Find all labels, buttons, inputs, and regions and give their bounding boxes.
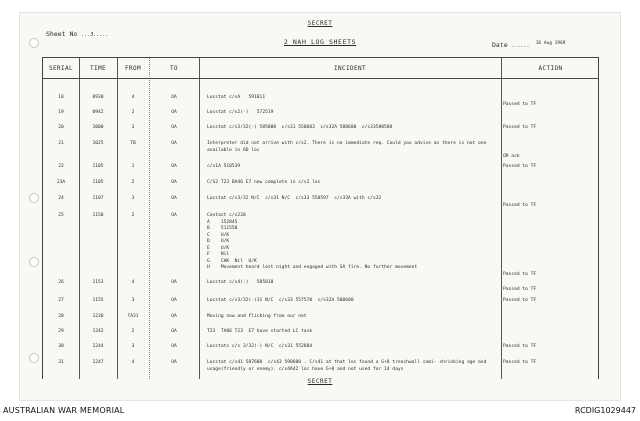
cell-to: OA [171, 164, 177, 169]
cell-time: 1107 [92, 196, 104, 201]
cell-from: 2 [131, 180, 135, 185]
action-line [503, 110, 595, 117]
cell-to: OA [171, 110, 177, 115]
action-line: Passed to TF [503, 202, 537, 208]
cell-action [503, 141, 595, 161]
action-line [503, 314, 595, 321]
action-line: Passed to TF [503, 271, 537, 277]
cell-action [503, 110, 595, 117]
incident-line: Locstats c/s 3/32(-) N/C c/s31 552804 [207, 344, 313, 349]
cell-to: OA [171, 298, 177, 303]
action-line: Passed to TF [503, 298, 537, 303]
log-table [42, 57, 599, 379]
cell-from: TB [130, 141, 136, 146]
incident-line: Locstat c/s41 587608 c/s43 590600 . C/s41 at that loc found a G+8 trenchwall semi- shrinking age and [207, 360, 487, 365]
archive-source: AUSTRALIAN WAR MEMORIAL [3, 406, 125, 415]
cell-serial: 18 [58, 95, 64, 100]
cell-time: 1105 [92, 180, 104, 185]
cell-to: OA [171, 196, 177, 201]
cell-to: OA [171, 314, 177, 319]
action-line: Passed to TF [503, 344, 537, 349]
cell-time: 1150 [92, 213, 104, 218]
cell-time: 1153 [92, 280, 104, 285]
cell-serial: 22 [58, 164, 64, 169]
cell-to: OA [171, 213, 177, 218]
cell-from: 2 [131, 213, 135, 218]
cell-action [503, 329, 595, 336]
cell-incident [207, 196, 499, 203]
cell-action [503, 280, 595, 293]
cell-incident [207, 314, 499, 321]
classification-top: SECRET [307, 20, 333, 27]
cell-time: 1242 [92, 329, 104, 334]
incident-line: T23 TA06 T23 E7 have started LC task [207, 329, 313, 334]
incident-line: A 152845 [207, 219, 238, 225]
cell-serial: 26 [58, 280, 64, 285]
action-line: OR ack [503, 154, 520, 159]
incident-line: Locstat c/sA 591811 [207, 95, 266, 100]
column-header-from: FROM [124, 65, 142, 72]
cell-incident [207, 280, 499, 287]
cell-time: 1247 [92, 360, 104, 365]
action-line: Passed to TF [503, 360, 537, 365]
cell-serial: 19 [58, 110, 64, 115]
cell-incident [207, 180, 499, 187]
cell-action [503, 213, 595, 278]
incident-line: H Movement heard lost night and engaged with SA fire. No further movement [207, 265, 418, 270]
incident-line: E U/K [207, 245, 230, 251]
cell-serial: 30 [58, 344, 64, 349]
cell-to: OA [171, 344, 177, 349]
sheet-number [46, 30, 108, 38]
incident-line: C/S2 T23 BA46 E7 now complete in c/s2 loc [207, 180, 321, 185]
cell-to: OA [171, 141, 177, 146]
column-header-action: ACTION [538, 65, 563, 72]
cell-from: 3 [131, 125, 135, 130]
column-divider [501, 58, 502, 379]
cell-time: 1105 [92, 164, 104, 169]
cell-from: 2 [131, 329, 135, 334]
log-sheet [19, 12, 621, 401]
punch-hole [29, 193, 39, 203]
cell-from: 1 [131, 164, 135, 169]
cell-incident [207, 125, 499, 132]
cell-action [503, 196, 595, 209]
cell-serial: 20 [58, 125, 64, 130]
cell-action [503, 298, 595, 305]
cell-incident [207, 141, 499, 154]
cell-time: 1155 [92, 298, 104, 303]
cell-to: OA [171, 280, 177, 285]
incident-line: C U/K [207, 232, 230, 238]
punch-hole [29, 257, 39, 267]
incident-line: G CHK Nil U/K [207, 258, 257, 264]
column-header-time: TIME [89, 65, 107, 72]
cell-from: 3 [131, 298, 135, 303]
incident-line: Locstat c/s3/32(-) 585800 c/s31 550603 c/s32A 588600 c/s33580588 [207, 125, 393, 130]
incident-line: available in 6D loc [207, 147, 260, 153]
cell-from: 4 [131, 280, 135, 285]
action-line [503, 180, 595, 187]
cell-from: TA31 [127, 314, 139, 319]
incident-line: Locstat c/s4(-) 585818 [207, 280, 274, 285]
date-label: Date [492, 41, 508, 49]
sheet-title: 2 NAH LOG SHEETS [283, 38, 357, 46]
incident-line: F Nil [207, 252, 230, 257]
incident-line: Locstat c/s2(-) 572519 [207, 110, 274, 115]
cell-action [503, 164, 595, 171]
cell-serial: 21 [58, 141, 64, 146]
cell-to: OA [171, 360, 177, 365]
cell-to: OA [171, 125, 177, 130]
cell-time: 0942 [92, 110, 104, 115]
sheet-number-value: ...3..... [81, 32, 109, 38]
cell-from: 4 [131, 95, 135, 100]
cell-from: 3 [131, 196, 135, 201]
incident-line: usage(friendly or enemy). c/s4A42 loc have G+8 and not used for 14 days [207, 366, 404, 372]
date-field [492, 41, 566, 49]
date-value: ...... [511, 43, 530, 49]
cell-serial: 28 [58, 314, 64, 319]
action-line: Passed to TF [503, 101, 537, 107]
cell-serial: 25 [58, 213, 64, 218]
cell-time: 1025 [92, 141, 104, 146]
cell-time: 1230 [92, 314, 104, 319]
cell-time: 0930 [92, 95, 104, 100]
cell-to: OA [171, 329, 177, 334]
cell-to: OA [171, 180, 177, 185]
column-header-incident: INCIDENT [333, 65, 367, 72]
cell-incident [207, 213, 499, 272]
incident-line: Moving now and flicking from our net [207, 314, 307, 319]
cell-to: OA [171, 95, 177, 100]
punch-hole [29, 353, 39, 363]
cell-serial: 24 [58, 196, 64, 201]
incident-line: Contact c/s220 [207, 213, 246, 218]
cell-incident [207, 164, 499, 171]
cell-serial: 23A [56, 180, 66, 185]
incident-line: Interpreter did not arrive with c/s2. There is no immediate req. Could you advise as there is not one [207, 141, 487, 146]
cell-action [503, 314, 595, 321]
cell-serial: 29 [58, 329, 64, 334]
incident-line: Locstat c/s3/32 N/C c/s31 N/C c/s33 550597 c/s33A with c/s32 [207, 196, 382, 201]
action-line [503, 329, 595, 336]
sheet-number-label: Sheet No [46, 30, 78, 38]
cell-incident [207, 360, 499, 373]
cell-from: 3 [131, 344, 135, 349]
incident-line: D U/K [207, 239, 230, 244]
incident-line: c/s1A 518539 [207, 164, 241, 169]
cell-incident [207, 110, 499, 117]
cell-incident [207, 298, 499, 305]
cell-action [503, 360, 595, 367]
cell-time: 1244 [92, 344, 104, 349]
cell-action [503, 95, 595, 108]
incident-line: Locstat c/s3/32(-)31 N/C c/s33 557570 c/s32A 588600 [207, 298, 354, 303]
date-stamp: 16 Aug 1969 [535, 41, 566, 46]
action-line: Passed to TF [503, 164, 537, 169]
table-header [43, 58, 598, 79]
cell-action [503, 344, 595, 351]
cell-time: 1000 [92, 125, 104, 130]
cell-incident [207, 344, 499, 351]
column-header-to: TO [169, 65, 179, 72]
archive-reference: RCDIG1029447 [574, 406, 636, 415]
cell-action [503, 125, 595, 132]
column-divider [199, 58, 200, 379]
classification-bottom: SECRET [307, 378, 333, 385]
action-line: Passed to TF [503, 286, 537, 292]
cell-incident [207, 95, 499, 102]
incident-line: B 511550 [207, 226, 238, 231]
cell-action [503, 180, 595, 187]
cell-serial: 31 [58, 360, 64, 365]
cell-incident [207, 329, 499, 336]
column-header-serial: SERIAL [48, 65, 74, 72]
cell-serial: 27 [58, 298, 64, 303]
cell-from: 4 [131, 360, 135, 365]
action-line: Passed to TF [503, 125, 537, 130]
cell-from: 2 [131, 110, 135, 115]
